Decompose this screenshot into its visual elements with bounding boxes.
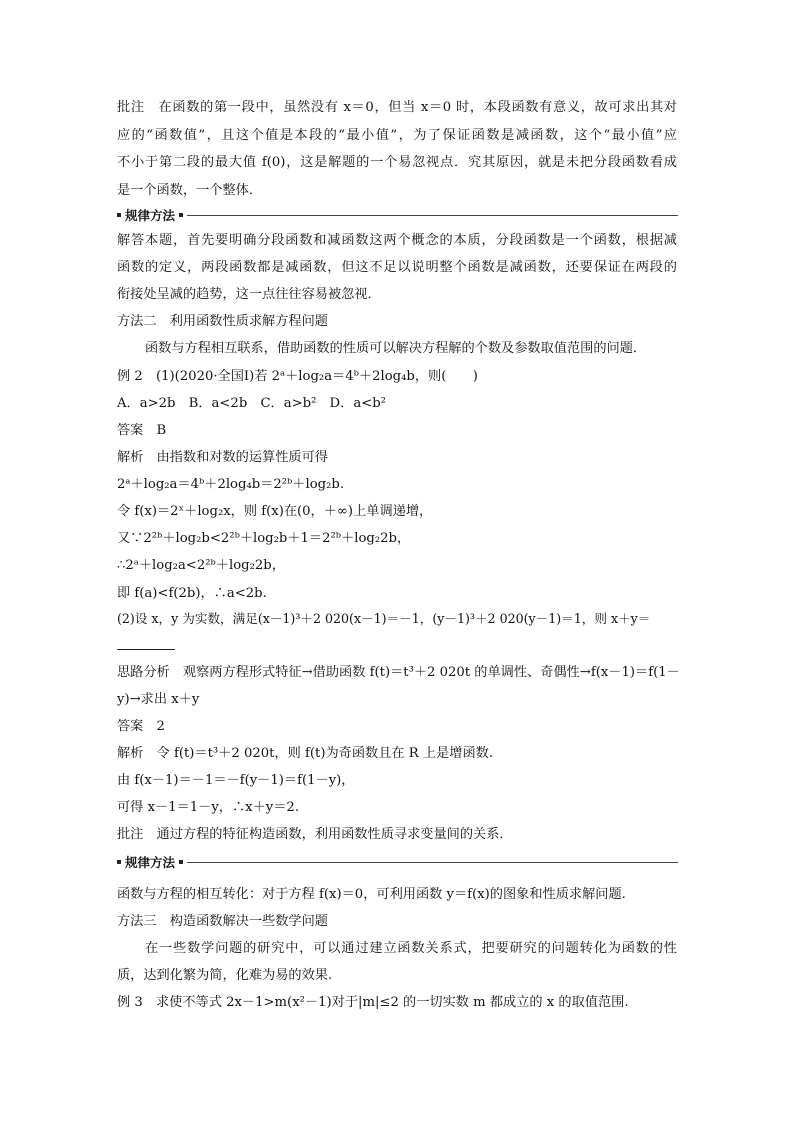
example2-options: A．a>2b B．a<2b C．a>b² D．a<b² (117, 396, 386, 411)
analysis-line-2: 2ᵃ＋log₂a＝4ᵇ＋2log₄b＝2²ᵇ＋log₂b. (117, 477, 345, 492)
method-line-2: 函数的定义，两段函数都是减函数，但这不足以说明整个函数是减函数，还要保证在两段的 (117, 260, 677, 275)
analysis2-line-3: 可得 x－1＝1－y，∴x＋y＝2. (117, 800, 300, 815)
method2-title: 方法二 利用函数性质求解方程问题 (117, 314, 328, 329)
horizontal-rule (187, 862, 678, 863)
example2-answer-1: 答案 B (117, 423, 167, 438)
rule-header-label: 规律方法 (125, 855, 176, 870)
analysis2-line-2: 由 f(x－1)＝－1＝－f(y－1)＝f(1－y)， (117, 773, 355, 788)
analysis-line-5: ∴2ᵃ＋log₂a<2²ᵇ＋log₂2b， (117, 558, 285, 573)
example2-question-2 (117, 613, 650, 626)
analysis-line-3: 令 f(x)＝2ˣ＋log₂x，则 f(x)在(0，＋∞)上单调递增， (117, 504, 433, 519)
analysis2-line-1: 解析 令 f(t)＝t³＋2 020t，则 f(t)为奇函数且在 R 上是增函数. (117, 746, 494, 761)
note-line-4: 是一个函数，一个整体． (117, 183, 263, 198)
square-bullet-icon (117, 860, 121, 864)
rule-header-1 (117, 207, 678, 223)
thinking-line-2: y)→求出 x＋y (117, 692, 200, 707)
analysis-line-6: 即 f(a)<f(2b)，∴a<2b. (117, 586, 267, 601)
rule2-text: 函数与方程的相互转化：对于方程 f(x)＝0，可利用函数 y＝f(x)的图象和性质求解问题. (117, 887, 626, 902)
method3-intro-1: 在一些数学问题的研究中，可以通过建立函数关系式，把要研究的问题转化为函数的性 (145, 941, 677, 956)
note-line-1: 批注 在函数的第一段中，虽然没有 x＝0，但当 x＝0 时，本段函数有意义，故可求出其对 (117, 100, 677, 115)
square-bullet-icon (117, 213, 121, 217)
thinking-line-1: 思路分析 观察两方程形式特征→借助函数 f(t)＝t³＋2 020t 的单调性、奇偶性→f(x－1)＝f(1－ (117, 665, 680, 680)
rule-header-2 (117, 854, 678, 870)
method2-intro: 函数与方程相互联系，借助函数的性质可以解决方程解的个数及参数取值范围的问题． (145, 341, 647, 356)
example2-note: 批注 通过方程的特征构造函数，利用函数性质寻求变量间的关系． (117, 827, 513, 842)
example2-question-1: 例 2 (1)(2020·全国Ⅰ)若 2ᵃ＋log₂a＝4ᵇ＋2log₄b，则( ) (117, 369, 478, 384)
example3-question: 例 3 求使不等式 2x－1>m(x²－1)对于|m|≤2 的一切实数 m 都成立的 x 的取值范围. (117, 995, 629, 1010)
square-bullet-icon (179, 213, 183, 217)
answer-blank-line (117, 637, 175, 650)
rule-header-label: 规律方法 (125, 208, 176, 223)
answer-blank (117, 637, 175, 650)
method-line-1: 解答本题，首先要明确分段函数和减函数这两个概念的本质，分段函数是一个函数，根据减 (117, 233, 677, 248)
analysis-line-4: 又∵2²ᵇ＋log₂b<2²ᵇ＋log₂b＋1＝2²ᵇ＋log₂2b， (117, 531, 411, 546)
example2-question-2-text: (2)设 x，y 为实数，满足(x－1)³＋2 020(x－1)＝－1，(y－1)³＋2 020(y－1)＝1，则 x＋y＝ (117, 611, 651, 626)
method3-title: 方法三 构造函数解决一些数学问题 (117, 914, 328, 929)
horizontal-rule (187, 215, 678, 216)
method-line-3: 衔接处呈减的趋势，这一点往往容易被忽视． (117, 287, 381, 302)
example2-answer-2: 答案 2 (117, 719, 165, 734)
note-line-3: 不小于第二段的最大值 f(0)，这是解题的一个易忽视点．究其原因，就是未把分段函数看成 (117, 155, 677, 170)
note-line-2: 应的“函数值”，且这个值是本段的“最小值”，为了保证函数是减函数，这个“最小值”应 (117, 128, 677, 143)
square-bullet-icon (179, 860, 183, 864)
method3-intro-2: 质，达到化繁为简，化难为易的效果. (117, 968, 333, 983)
analysis-line-1: 解析 由指数和对数的运算性质可得 (117, 450, 328, 465)
